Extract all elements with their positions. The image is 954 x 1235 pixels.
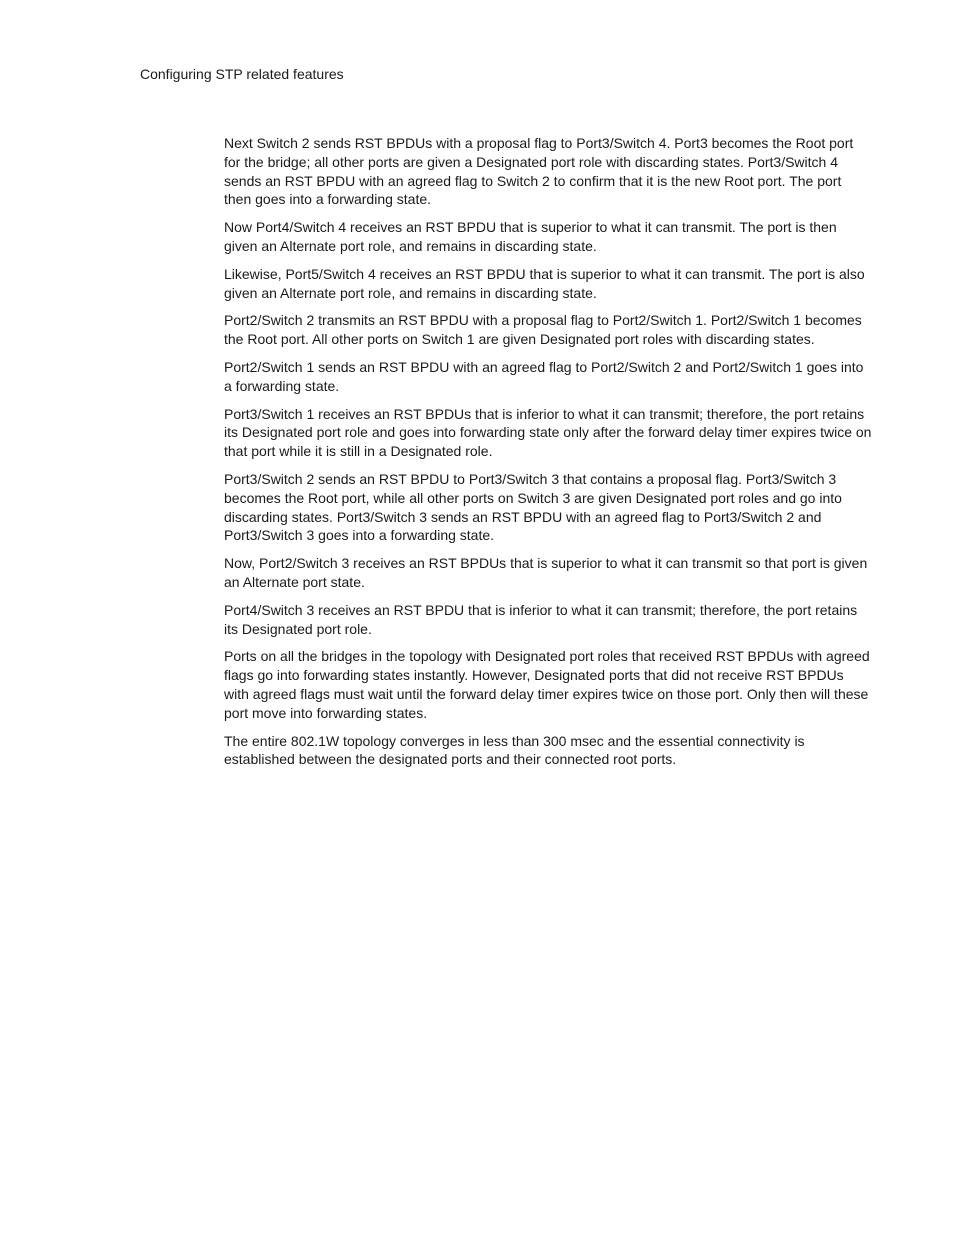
paragraph: Port4/Switch 3 receives an RST BPDU that is inferior to what it can transmit; therefore, the port retains its Designated port role. xyxy=(224,601,858,637)
paragraph: The entire 802.1W topology converges in less than 300 msec and the essential connectivity is established between the designated ports and their connected root ports. xyxy=(224,732,805,768)
paragraph: Port2/Switch 2 transmits an RST BPDU with a proposal flag to Port2/Switch 1. Port2/Switch 1 becomes the Root port. All other ports on Switch 1 are given Designated port roles with discarding states. xyxy=(224,312,862,348)
paragraph: Now, Port2/Switch 3 receives an RST BPDUs that is superior to what it can transmit so that port is given an Alternate port state. xyxy=(224,555,868,590)
paragraph: Port3/Switch 2 sends an RST BPDU to Port3/Switch 3 that contains a proposal flag. Port3/Switch 3 becomes the Root port, while all other ports on Switch 3 are given Designated port roles and go into discarding states. Port3/Switch 3 sends an RST BPDU with an agreed flag to Port3/Switch 2 and Port3/Switch 3 goes into a forwarding state. xyxy=(224,470,842,544)
paragraph: Port2/Switch 1 sends an RST BPDU with an agreed flag to Port2/Switch 2 and Port2/Switch 1 goes into a forwarding state. xyxy=(224,358,864,394)
paragraph: Ports on all the bridges in the topology with Designated port roles that received RST BPDUs with agreed flags go into forwarding states instantly. However, Designated ports that did not receive RST BPDUs with agreed flags must wait until the forward delay timer expires twice on those port. Only then will these port move into forwarding states. xyxy=(224,648,870,721)
paragraph: Now Port4/Switch 4 receives an RST BPDU that is superior to what it can transmit. The port is then given an Alternate port role, and remains in discarding state. xyxy=(224,219,837,254)
paragraph: Port3/Switch 1 receives an RST BPDUs that is inferior to what it can transmit; therefore, the port retains its Designated port role and goes into forwarding state only after the forward delay timer expires twice on that port while it is still in a Designated role. xyxy=(224,405,872,460)
paragraph: Likewise, Port5/Switch 4 receives an RST BPDU that is superior to what it can transmit. The port is also given an Alternate port role, and remains in discarding state. xyxy=(224,265,865,301)
body-text xyxy=(224,134,872,778)
running-header: Configuring STP related features xyxy=(140,66,344,82)
paragraph: Next Switch 2 sends RST BPDUs with a proposal flag to Port3/Switch 4. Port3 becomes the Root port for the bridge; all other ports are given a Designated port role with discarding states. Port3/Switch 4 sends an RST BPDU with an agreed flag to Switch 2 to confirm that it is the new Root port. The port then goes into a forwarding state. xyxy=(224,135,854,208)
